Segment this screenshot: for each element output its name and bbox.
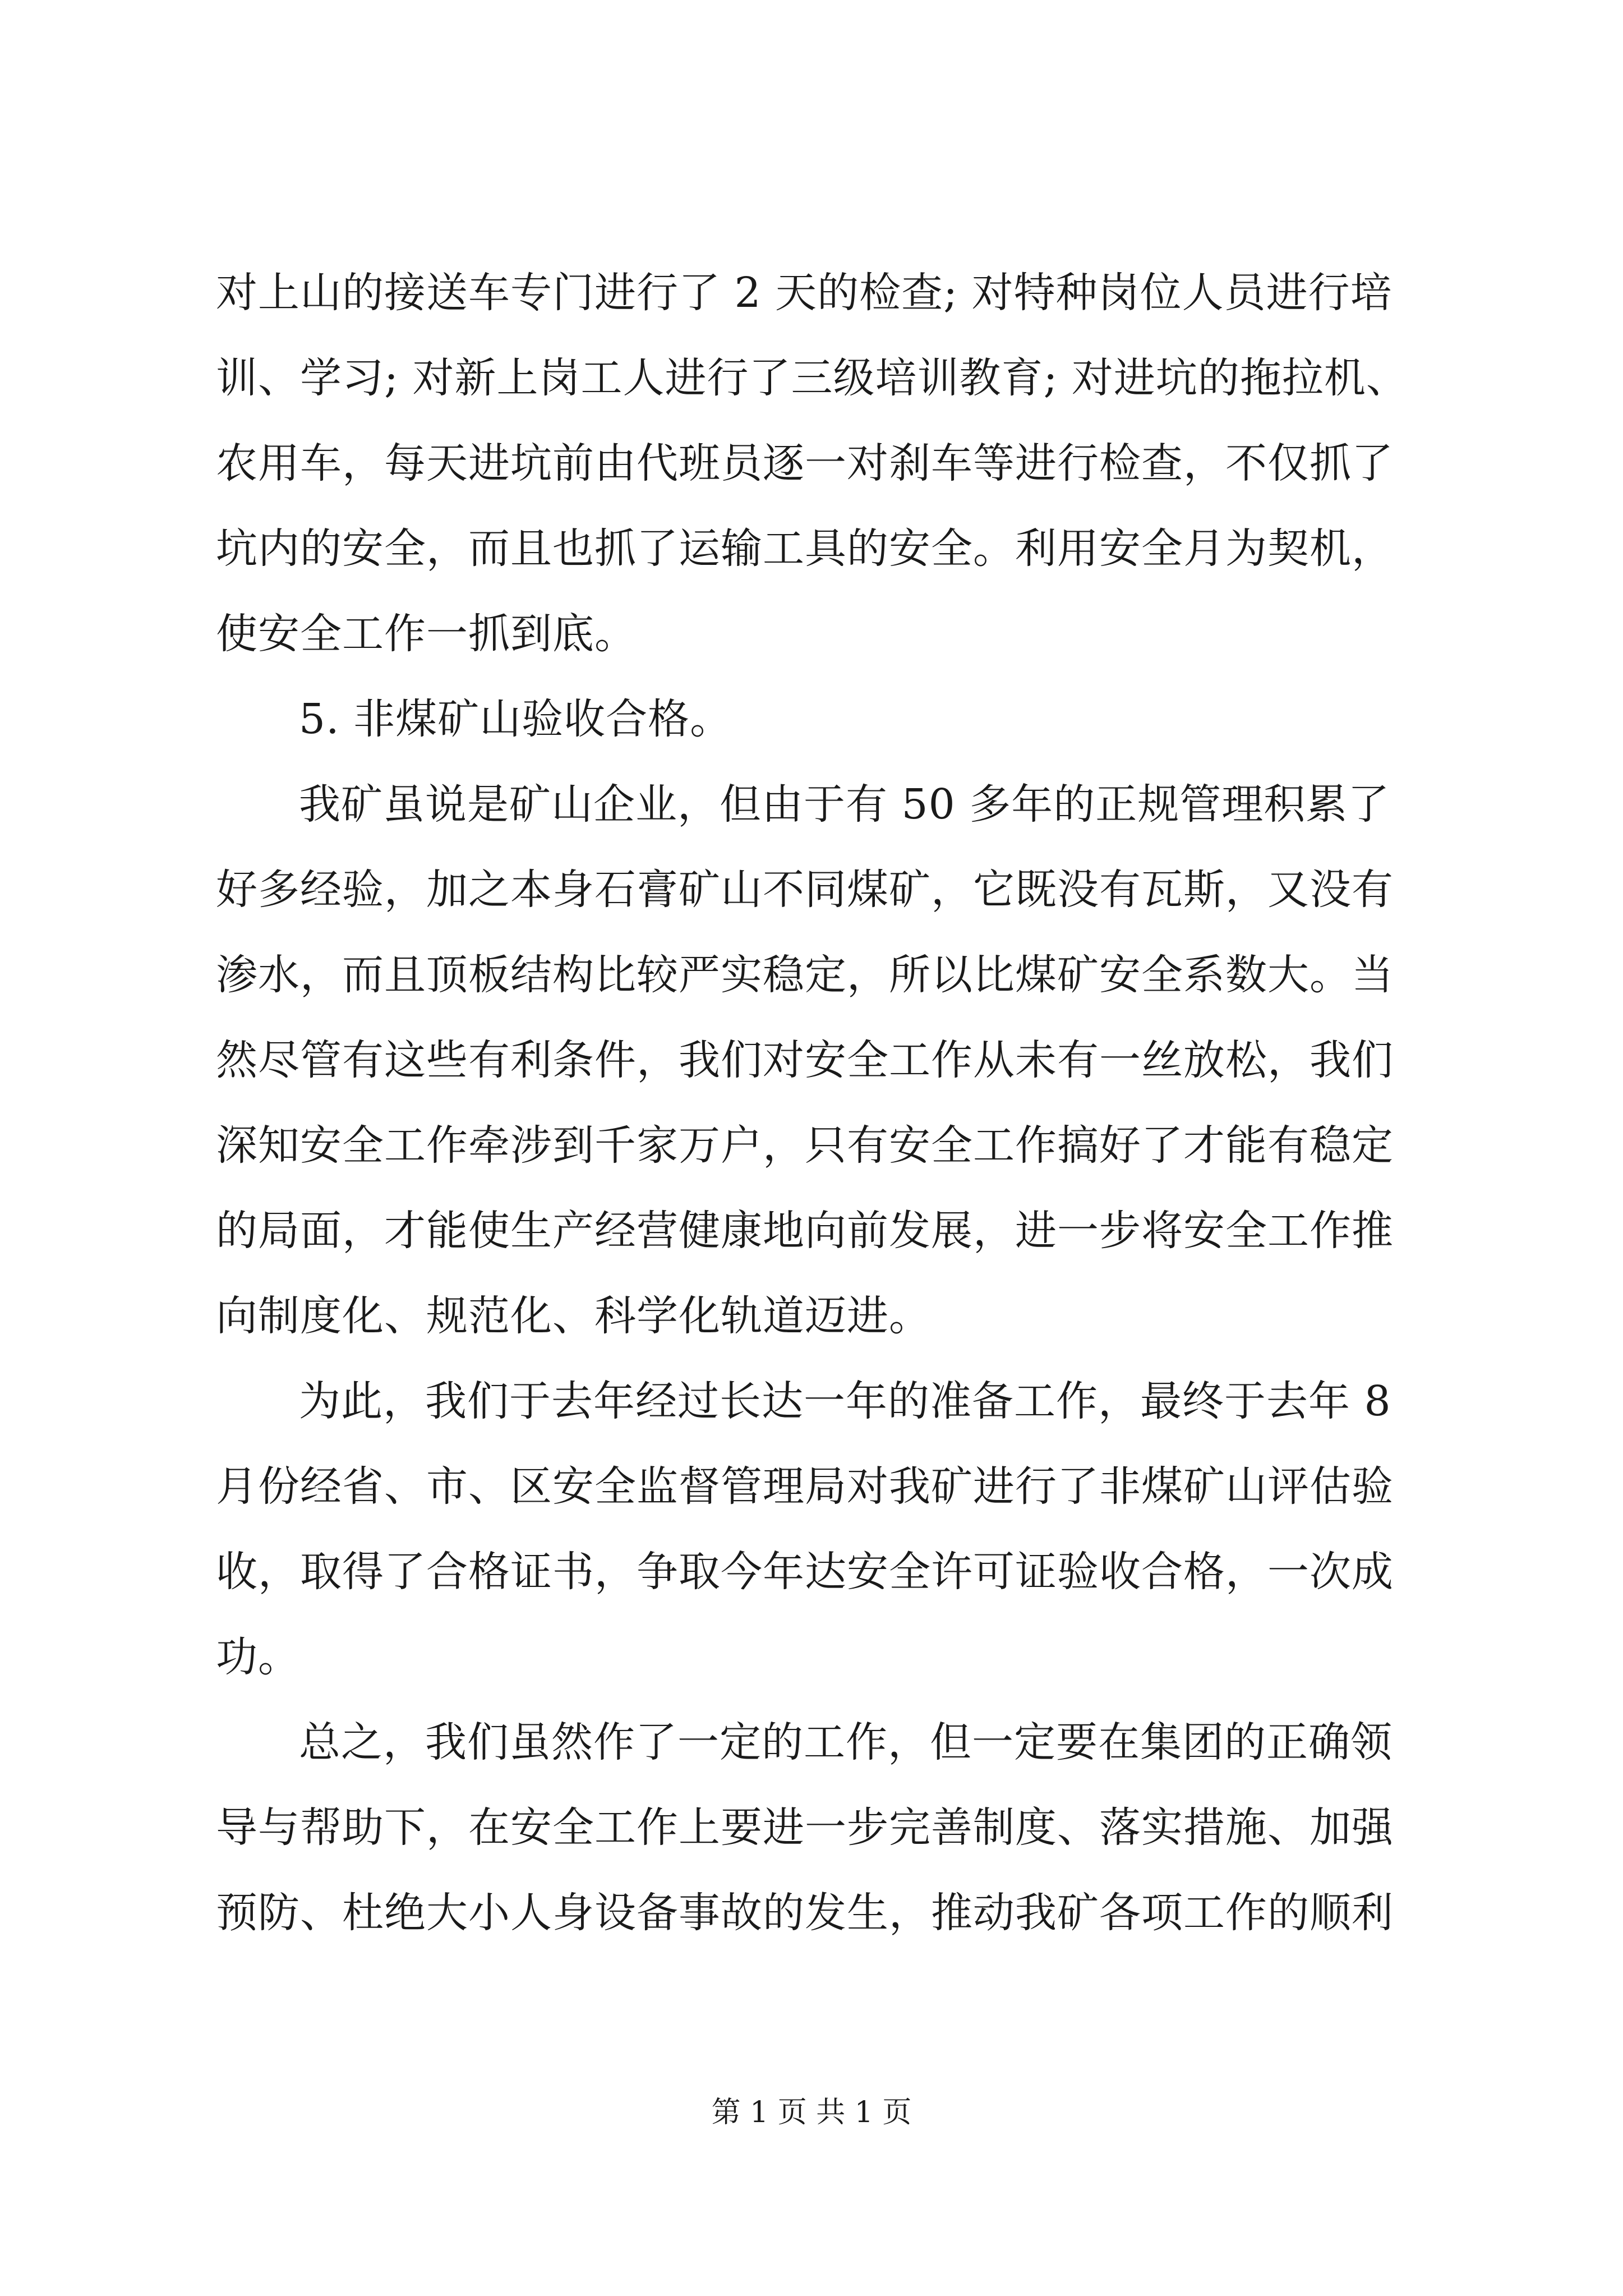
text-line: 好多经验，加之本身石膏矿山不同煤矿，它既没有瓦斯，又没有: [216, 866, 1394, 914]
text-line: 预防、杜绝大小人身设备事故的发生，推动我矿各项工作的顺利: [216, 1889, 1394, 1937]
page-footer: 第 1 页 共 1 页: [711, 2096, 912, 2129]
text-line: 我矿虽说是矿山企业，但由于有 50 多年的正规管理积累了: [299, 780, 1390, 829]
text-line: 为此，我们于去年经过长达一年的准备工作，最终于去年 8: [299, 1377, 1391, 1425]
text-line: 然尽管有这些有利条件，我们对安全工作从未有一丝放松，我们: [216, 1036, 1394, 1084]
text-line: 渗水，而且顶板结构比较严实稳定，所以比煤矿安全系数大。当: [216, 951, 1394, 999]
text-line: 训、学习; 对新上岗工人进行了三级培训教育; 对进坑的拖拉机、: [216, 354, 1408, 402]
text-line: 使安全工作一抓到底。: [216, 610, 637, 658]
text-line: 农用车，每天进坑前由代班员逐一对刹车等进行检查，不仅抓了: [216, 439, 1394, 487]
text-line: 功。: [216, 1633, 300, 1681]
section-heading: 5. 非煤矿山验收合格。: [299, 695, 732, 743]
text-line: 月份经省、市、区安全监督管理局对我矿进行了非煤矿山评估验: [216, 1462, 1394, 1511]
text-line: 总之，我们虽然作了一定的工作，但一定要在集团的正确领: [299, 1718, 1393, 1766]
text-line: 的局面，才能使生产经营健康地向前发展，进一步将安全工作推: [216, 1207, 1394, 1255]
text-line: 向制度化、规范化、科学化轨道迈进。: [216, 1292, 931, 1340]
text-line: 深知安全工作牵涉到千家万户，只有安全工作搞好了才能有稳定: [216, 1121, 1394, 1170]
text-line: 导与帮助下，在安全工作上要进一步完善制度、落实措施、加强: [216, 1803, 1394, 1852]
text-line: 坑内的安全，而且也抓了运输工具的安全。利用安全月为契机，: [216, 524, 1394, 573]
text-line: 对上山的接送车专门进行了 2 天的检查; 对特种岗位人员进行培: [216, 269, 1393, 317]
text-line: 收，取得了合格证书，争取今年达安全许可证验收合格，一次成: [216, 1548, 1394, 1596]
